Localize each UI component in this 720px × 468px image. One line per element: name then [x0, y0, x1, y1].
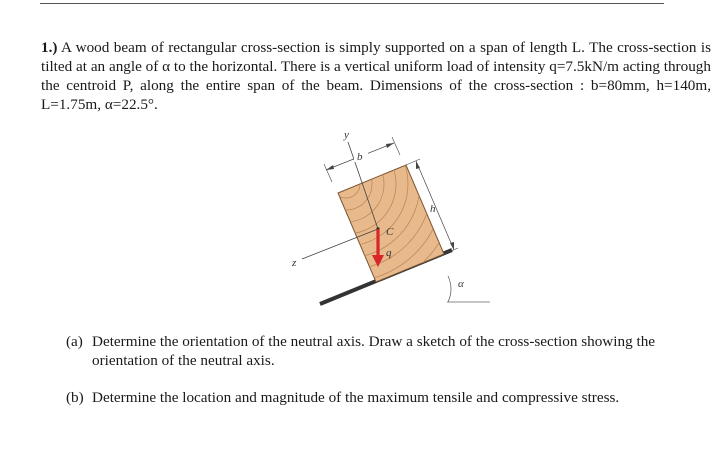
y-axis-label: y: [344, 129, 349, 141]
question-a-line2: orientation of the neutral axis.: [92, 352, 275, 369]
question-a-line1: Determine the orientation of the neutral axis. Draw a sketch of the cross-section showing the: [92, 333, 656, 350]
load-label: q: [386, 247, 392, 259]
question-b-line1: Determine the location and magnitude of the maximum tensile and compressive stress.: [92, 389, 620, 406]
question-a: [66, 332, 711, 370]
beam-cross-section-figure: [280, 124, 510, 324]
question-b-tag: (b): [66, 389, 84, 406]
problem-statement: [41, 38, 711, 114]
centroid-label: C: [386, 226, 394, 238]
alpha-arc: [448, 276, 451, 302]
wood-block: [338, 165, 444, 282]
problem-number: 1.): [41, 39, 58, 56]
alpha-label: α: [458, 278, 464, 290]
question-b: [66, 388, 711, 407]
top-divider: [40, 3, 664, 4]
problem-text: A wood beam of rectangular cross-section is simply supported on a span of length L. The cross-section is tilted at an angle of α to the horizontal. There is a vertical uniform load of intensity q=7.5kN/m acting through the centroid P, along the entire span of the beam. Dimensions of the cross-section : b=80mm, h=140m, L=1.75m, α=22.5°.: [41, 39, 711, 113]
cross-section-diagram: [280, 124, 510, 324]
question-a-tag: (a): [66, 333, 83, 350]
z-axis-label: z: [292, 257, 297, 269]
b-dimension-label: b: [357, 151, 363, 163]
h-dimension-label: h: [430, 203, 436, 215]
